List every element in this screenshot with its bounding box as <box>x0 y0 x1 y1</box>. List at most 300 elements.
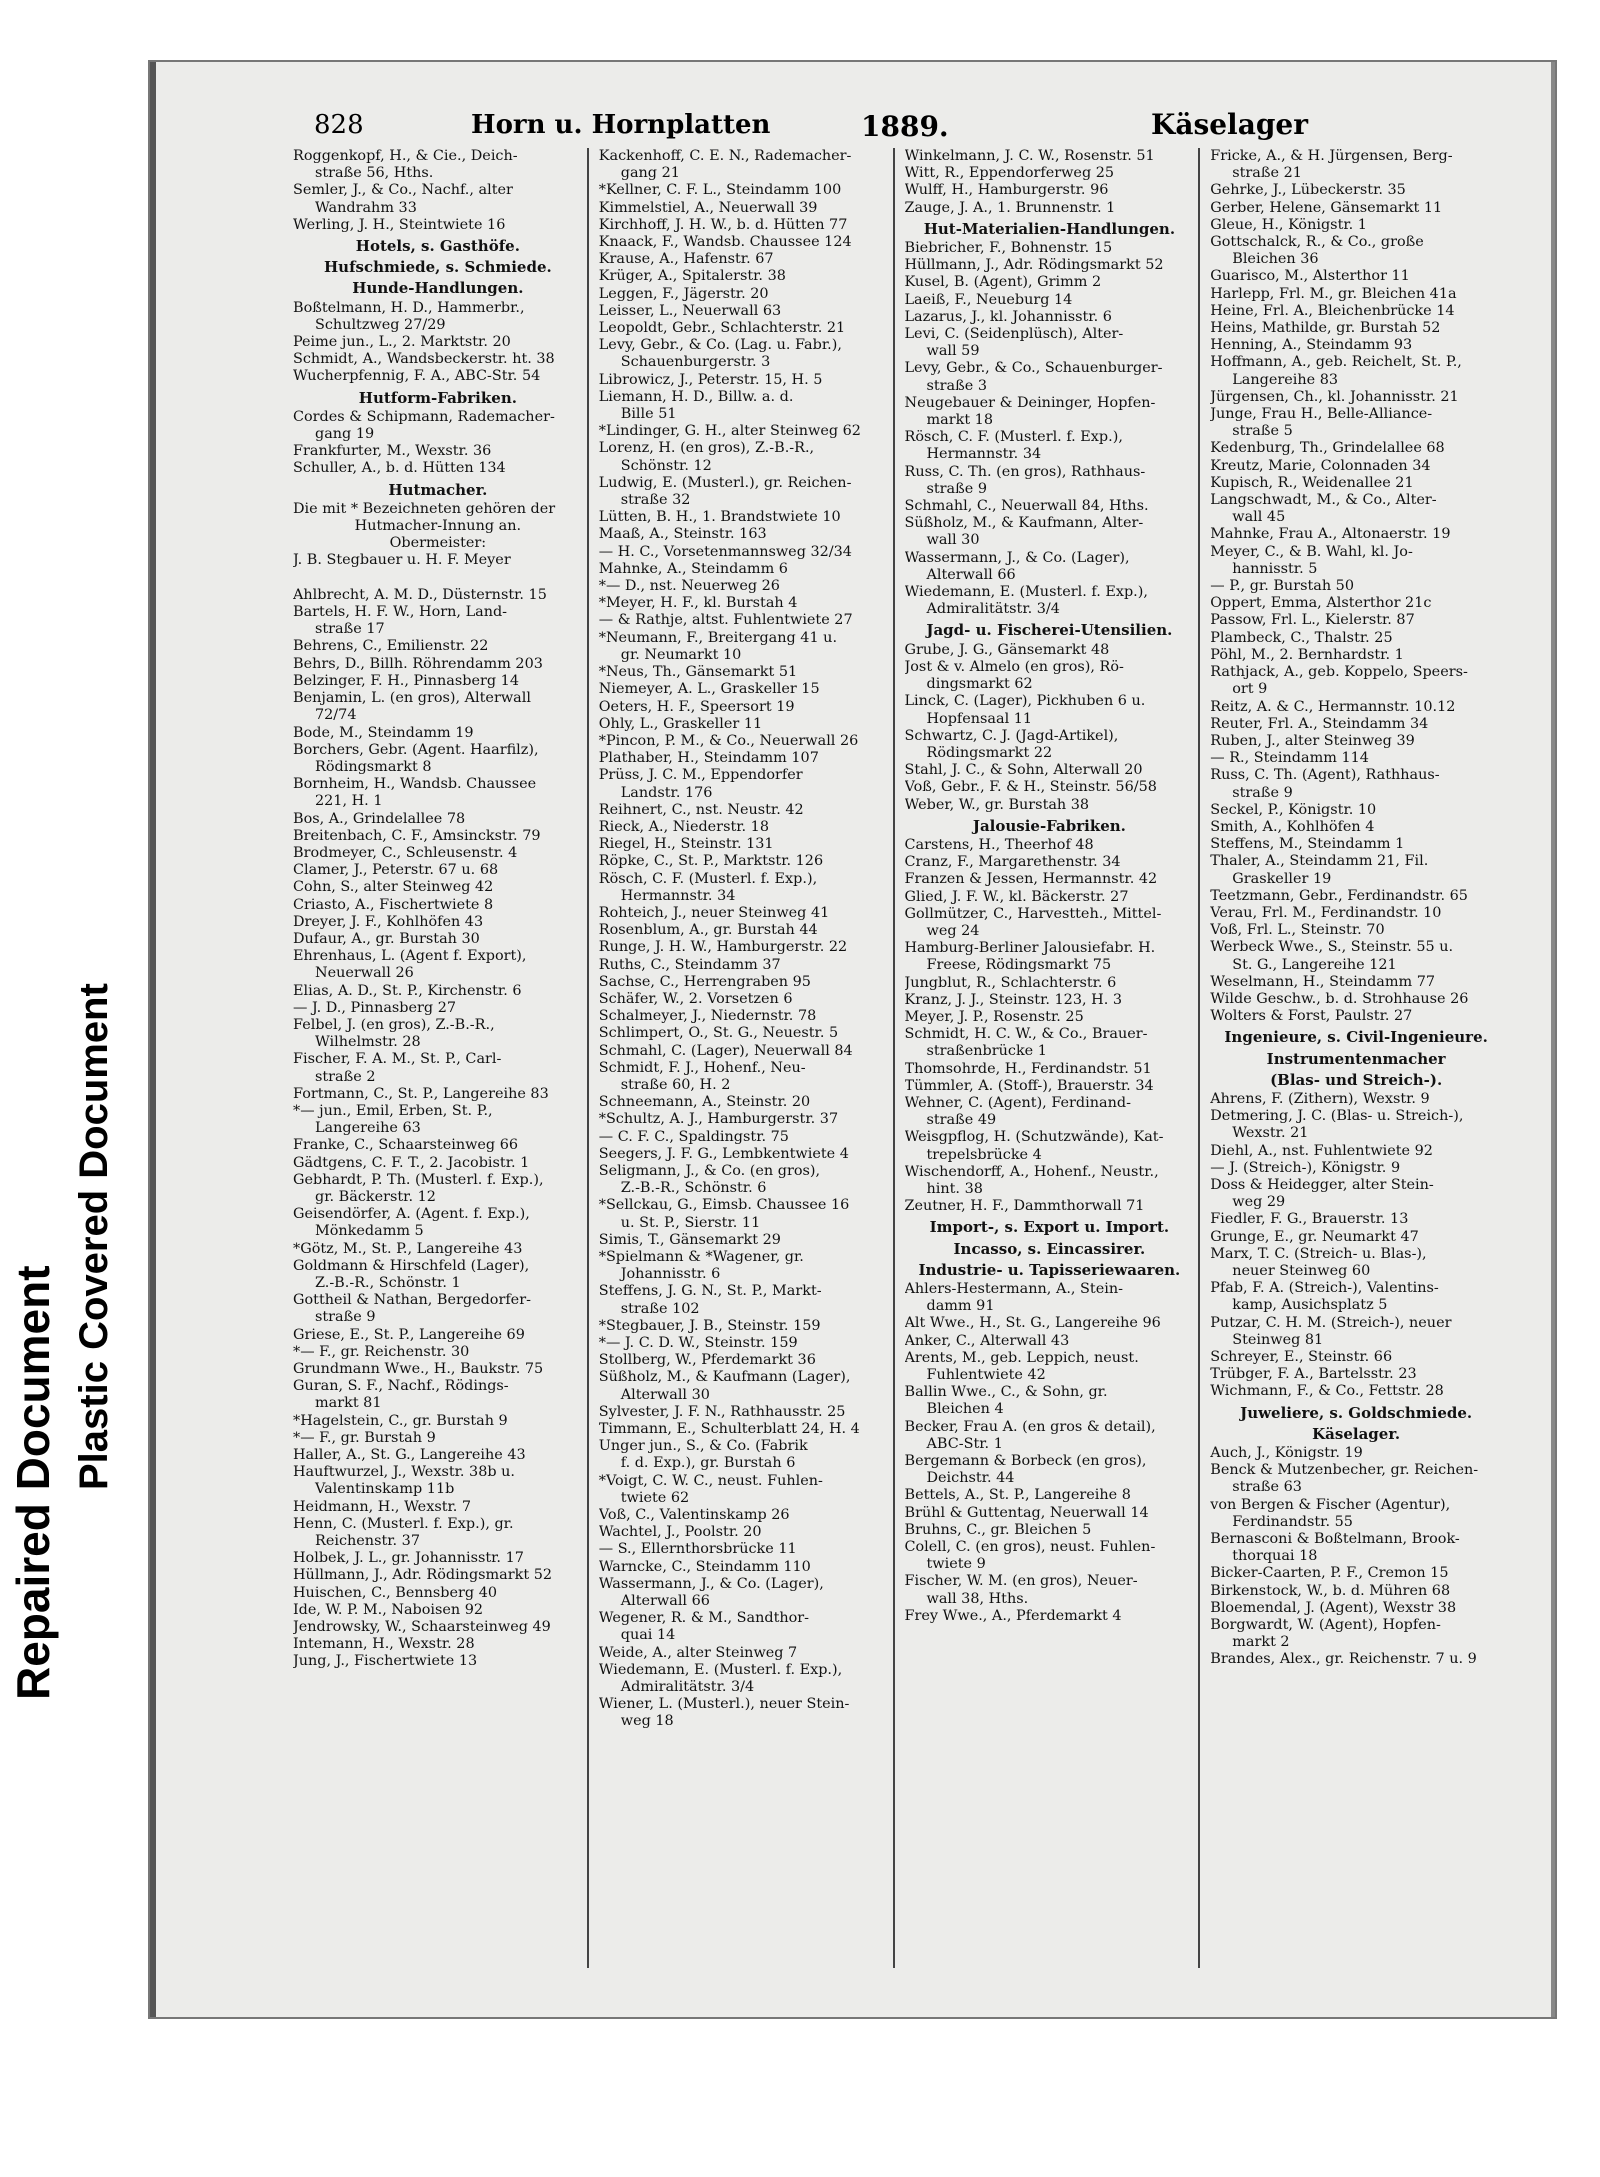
directory-entry-line: Auch, J., Königstr. 19 <box>1210 1445 1363 1462</box>
directory-entry-line: Admiralitätstr. 3/4 <box>926 601 1060 618</box>
directory-entry-line: Mahnke, Frau A., Altonaerstr. 19 <box>1210 526 1451 543</box>
directory-entry-line: Werbeck Wwe., S., Steinstr. 55 u. <box>1210 939 1454 956</box>
directory-entry-line: Timmann, E., Schulterblatt 24, H. 4 <box>598 1421 860 1438</box>
directory-entry-line: Grube, J. G., Gänsemarkt 48 <box>904 641 1110 658</box>
directory-entry-line: — S., Ellernthorsbrücke 11 <box>598 1541 797 1558</box>
directory-entry-line: straße 5 <box>1232 423 1293 440</box>
directory-entry-line: hannisstr. 5 <box>1232 560 1318 577</box>
directory-entry-line: ABC-Str. 1 <box>926 1435 1003 1452</box>
running-head-left: Horn u. Hornplatten <box>471 110 771 140</box>
directory-entry-line: straße 63 <box>1232 1479 1302 1496</box>
directory-entry-line: Guran, S. F., Nachf., Rödings- <box>293 1378 509 1395</box>
directory-entry-line: Teetzmann, Gebr., Ferdinandstr. 65 <box>1210 887 1468 904</box>
directory-entry-line: Peime jun., L., 2. Marktstr. 20 <box>293 334 511 351</box>
directory-entry-line: Bruhns, C., gr. Bleichen 5 <box>904 1521 1092 1538</box>
directory-entry-line: Weber, W., gr. Burstah 38 <box>904 796 1090 813</box>
directory-entry-line: Wachtel, J., Poolstr. 20 <box>598 1524 762 1541</box>
directory-entry-line: Voß, Frl. L., Steinstr. 70 <box>1210 922 1385 939</box>
directory-entry-line: *Schultz, A. J., Hamburgerstr. 37 <box>598 1111 839 1128</box>
directory-entry-line: Schneemann, A., Steinstr. 20 <box>598 1094 811 1111</box>
directory-entry-line: Harlepp, Frl. M., gr. Bleichen 41a <box>1210 285 1457 302</box>
directory-entry-line: von Bergen & Fischer (Agentur), <box>1210 1496 1451 1513</box>
directory-entry-line: Werling, J. H., Steintwiete 16 <box>293 216 506 233</box>
directory-entry-line: Wehner, C. (Agent), Ferdinand- <box>904 1094 1131 1111</box>
section-heading: Juweliere, s. Goldschmiede. <box>1240 1404 1473 1422</box>
directory-entry-line: Bille 51 <box>620 406 677 423</box>
directory-entry-line: — H. C., Vorsetenmannsweg 32/34 <box>598 543 852 560</box>
directory-entry-line: damm 91 <box>926 1298 995 1315</box>
directory-entry-line: *— jun., Emil, Erben, St. P., <box>293 1102 493 1119</box>
directory-entry-line: Bergemann & Borbeck (en gros), <box>904 1453 1147 1470</box>
directory-entry-line: Rathjack, A., geb. Koppelo, Speers- <box>1210 664 1468 681</box>
directory-entry-line: wall 38, Hths. <box>926 1590 1029 1607</box>
directory-entry-line: Thaler, A., Steindamm 21, Fil. <box>1210 853 1429 870</box>
directory-entry-line: Jungblut, R., Schlachterstr. 6 <box>904 974 1117 991</box>
directory-entry-line: Wilhelmstr. 28 <box>315 1034 421 1051</box>
directory-entry-line: Levy, Gebr., & Co. (Lag. u. Fabr.), <box>598 337 842 354</box>
directory-entry-line: straße 102 <box>620 1300 700 1317</box>
directory-entry-line: Benck & Mutzenbecher, gr. Reichen- <box>1210 1462 1479 1479</box>
directory-column-3 <box>903 148 1201 1968</box>
directory-entry-line: Schreyer, E., Steinstr. 66 <box>1210 1349 1393 1366</box>
directory-entry-line: Gottheil & Nathan, Bergedorfer- <box>293 1292 531 1309</box>
directory-entry-line: Bornheim, H., Wandsb. Chaussee <box>293 776 537 793</box>
directory-entry-line: Ide, W. P. M., Naboisen 92 <box>293 1601 484 1618</box>
section-heading: Incasso, s. Eincassirer. <box>953 1240 1146 1258</box>
section-heading: Import-, s. Export u. Import. <box>929 1219 1170 1237</box>
directory-entry-line: straßenbrücke 1 <box>926 1043 1047 1060</box>
directory-entry-line: markt 18 <box>926 412 993 429</box>
directory-entry-line: Oeters, H. F., Speersort 19 <box>598 698 795 715</box>
directory-entry-line: — P., gr. Burstah 50 <box>1210 578 1354 595</box>
directory-entry-line: Behrens, C., Emilienstr. 22 <box>293 638 489 655</box>
directory-entry-line: Gehrke, J., Lübeckerstr. 35 <box>1210 182 1406 199</box>
directory-entry-line: Semler, J., & Co., Nachf., alter <box>293 182 513 199</box>
directory-entry-line: twiete 62 <box>620 1489 690 1506</box>
directory-entry-line: Rosenblum, A., gr. Burstah 44 <box>598 922 818 939</box>
directory-entry-line: Borchers, Gebr. (Agent. Haarfilz), <box>293 741 539 758</box>
directory-entry-line: Ahlers-Hestermann, A., Stein- <box>904 1281 1123 1297</box>
directory-entry-line: Ludwig, E. (Musterl.), gr. Reichen- <box>598 474 852 491</box>
directory-entry-line: Henning, A., Steindamm 93 <box>1210 337 1413 354</box>
section-heading: Käselager. <box>1312 1425 1401 1443</box>
directory-entry-line: Glied, J. F. W., kl. Bäckerstr. 27 <box>904 888 1129 905</box>
directory-entry-line: Rödingsmarkt 8 <box>315 758 432 775</box>
directory-entry-line: Wulff, H., Hamburgerstr. 96 <box>904 182 1109 199</box>
directory-entry-line: Tümmler, A. (Stoff-), Brauerstr. 34 <box>904 1077 1154 1094</box>
directory-entry-line: Steffens, J. G. N., St. P., Markt- <box>598 1283 822 1300</box>
directory-entry-line: Bernasconi & Boßtelmann, Brook- <box>1210 1531 1460 1548</box>
directory-entry-line: — C. F. C., Spaldingstr. 75 <box>598 1128 789 1145</box>
directory-entry-line: Diehl, A., nst. Fuhlentwiete 92 <box>1210 1142 1433 1159</box>
directory-entry-line: Ohly, L., Graskeller 11 <box>598 715 763 732</box>
directory-entry-line: Neuerwall 26 <box>315 965 414 982</box>
directory-entry-line: Voß, C., Valentinskamp 26 <box>598 1507 790 1524</box>
directory-entry-line: Wischendorff, A., Hohenf., Neustr., <box>904 1163 1159 1180</box>
repaired-document-label: Repaired Document <box>7 1265 59 1700</box>
directory-entry-line: gang 21 <box>620 165 680 182</box>
directory-entry-line: Trübger, F. A., Bartelsstr. 23 <box>1210 1366 1417 1383</box>
directory-entry-line: Levy, Gebr., & Co., Schauenburger- <box>904 360 1163 377</box>
section-heading: Ingenieure, s. Civil-Ingenieure. <box>1224 1029 1488 1047</box>
directory-entry-line: gr. Bäckerstr. 12 <box>315 1188 436 1205</box>
directory-entry-line: Grundmann Wwe., H., Baukstr. 75 <box>293 1361 544 1378</box>
directory-entry-line: Marx, T. C. (Streich- u. Blas-), <box>1210 1245 1427 1262</box>
directory-entry-line: Jung, J., Fischertwiete 13 <box>293 1653 478 1670</box>
directory-entry-line: *— D., nst. Neuerweg 26 <box>598 578 780 595</box>
directory-entry-line: — J. (Streich-), Königstr. 9 <box>1210 1159 1401 1176</box>
directory-page <box>150 62 1555 2017</box>
directory-entry-line: Frey Wwe., A., Pferdemarkt 4 <box>904 1607 1122 1624</box>
section-heading: Hutform-Fabriken. <box>358 389 517 407</box>
directory-entry-line: Stollberg, W., Pferdemarkt 36 <box>598 1352 816 1369</box>
directory-entry-line: Meyer, J. P., Rosenstr. 25 <box>904 1008 1084 1025</box>
directory-entry-line: Henn, C. (Musterl. f. Exp.), gr. <box>293 1515 514 1532</box>
directory-entry-line: Gerber, Helene, Gänsemarkt 11 <box>1210 199 1443 216</box>
directory-entry-line: Schuller, A., b. d. Hütten 134 <box>293 460 506 477</box>
directory-entry-line: Smith, A., Kohlhöfen 4 <box>1210 818 1375 835</box>
directory-entry-line: twiete 9 <box>926 1556 986 1573</box>
directory-entry-line: Elias, A. D., St. P., Kirchenstr. 6 <box>293 982 522 999</box>
plastic-covered-document-label: Plastic Covered Document <box>72 983 116 1490</box>
directory-entry-line: Jendrowsky, W., Schaarsteinweg 49 <box>293 1619 551 1636</box>
directory-entry-line: Lazarus, J., kl. Johannisstr. 6 <box>904 308 1112 325</box>
directory-entry-line: Seegers, J. F. G., Lembkentwiete 4 <box>598 1145 849 1162</box>
directory-entry-line: markt 81 <box>315 1395 382 1412</box>
directory-entry-line: Steffens, M., Steindamm 1 <box>1210 836 1405 853</box>
directory-entry-line: Rohteich, J., neuer Steinweg 41 <box>598 904 830 921</box>
directory-entry-line: Oppert, Emma, Alsterthor 21c <box>1210 595 1432 612</box>
directory-entry-line: Gleue, H., Königstr. 1 <box>1210 216 1367 233</box>
section-heading: Jalousie-Fabriken. <box>972 817 1126 835</box>
directory-entry-line: Hermannstr. 34 <box>926 446 1042 463</box>
directory-entry-line: Johannisstr. 6 <box>620 1266 721 1283</box>
directory-entry-line: Obermeister: <box>389 535 487 552</box>
directory-entry-line: Röpke, C., St. P., Marktstr. 126 <box>598 853 824 870</box>
directory-entry-line: *— J. C. D. W., Steinstr. 159 <box>598 1335 798 1352</box>
directory-entry-line: Felbel, J. (en gros), Z.-B.-R., <box>293 1016 495 1033</box>
directory-entry-line: Benjamin, L. (en gros), Alterwall <box>293 690 531 707</box>
directory-entry-line: Kupisch, R., Weidenallee 21 <box>1210 474 1414 491</box>
directory-entry-line: Zeutner, H. F., Dammthorwall 71 <box>904 1198 1145 1215</box>
directory-entry-line: Jost & v. Almelo (en gros), Rö- <box>904 658 1124 675</box>
directory-entry-line: Pfab, F. A. (Streich-), Valentins- <box>1210 1280 1439 1297</box>
directory-entry-line: Brandes, Alex., gr. Reichenstr. 7 u. 9 <box>1210 1651 1477 1668</box>
directory-entry-line: straße 32 <box>620 492 691 509</box>
directory-entry-line: Wiedemann, E. (Musterl. f. Exp.), <box>598 1661 843 1678</box>
directory-entry-line: *Hagelstein, C., gr. Burstah 9 <box>293 1412 508 1429</box>
directory-entry-line: Hopfensaal 11 <box>926 710 1033 727</box>
directory-entry-line: straße 21 <box>1232 165 1302 182</box>
directory-entry-line: Reihnert, C., nst. Neustr. 42 <box>598 801 804 818</box>
directory-entry-line: Bettels, A., St. P., Langereihe 8 <box>904 1487 1131 1504</box>
directory-entry-line: *Pincon, P. M., & Co., Neuerwall 26 <box>598 732 859 749</box>
directory-entry-line: Wexstr. 21 <box>1232 1125 1309 1142</box>
directory-entry-line: Rösch, C. F. (Musterl. f. Exp.), <box>598 870 818 887</box>
directory-entry-line: Die mit * Bezeichneten gehören der <box>293 500 556 517</box>
directory-entry-line: 72/74 <box>315 707 357 724</box>
directory-entry-line: Schultzweg 27/29 <box>315 316 446 333</box>
directory-entry-line: Hutmacher-Innung an. <box>354 518 522 535</box>
directory-entry-line <box>293 570 583 587</box>
directory-entry-line: Plambeck, C., Thalstr. 25 <box>1210 629 1393 646</box>
directory-entry-line: Ahlbrecht, A. M. D., Düsternstr. 15 <box>293 586 547 603</box>
directory-entry-line: Becker, Frau A. (en gros & detail), <box>904 1418 1156 1435</box>
directory-entry-line: Roggenkopf, H., & Cie., Deich- <box>293 148 518 164</box>
side-labels <box>0 0 160 2177</box>
directory-entry-line: quai 14 <box>620 1627 676 1644</box>
directory-entry-line: *Neumann, F., Breitergang 41 u. <box>598 629 838 646</box>
directory-entry-line: thorquai 18 <box>1232 1548 1318 1565</box>
directory-entry-line: Niemeyer, A. L., Graskeller 15 <box>598 681 820 698</box>
directory-entry-line: St. G., Langereihe 121 <box>1232 956 1397 973</box>
directory-entry-line: Reichenstr. 37 <box>315 1533 420 1550</box>
directory-entry-line: Hüllmann, J., Adr. Rödingsmarkt 52 <box>293 1567 553 1584</box>
directory-entry-line: Ruben, J., alter Steinweg 39 <box>1210 732 1415 749</box>
directory-entry-line: Frankfurter, M., Wexstr. 36 <box>293 443 492 460</box>
section-heading: Instrumentenmacher <box>1266 1050 1446 1068</box>
directory-entry-line: Neugebauer & Deininger, Hopfen- <box>904 394 1156 411</box>
directory-entry-line: Ruths, C., Steindamm 37 <box>598 956 781 973</box>
directory-entry-line: gang 19 <box>315 426 375 443</box>
directory-entry-line: Levi, C. (Seidenplüsch), Alter- <box>904 326 1124 343</box>
directory-entry-line: Laeiß, F., Neueburg 14 <box>904 291 1073 308</box>
directory-entry-line: dingsmarkt 62 <box>926 676 1033 693</box>
directory-entry-line: Alt Wwe., H., St. G., Langereihe 96 <box>904 1315 1161 1332</box>
directory-entry-line: Criasto, A., Fischertwiete 8 <box>293 896 494 913</box>
directory-entry-line: Verau, Frl. M., Ferdinandstr. 10 <box>1210 904 1442 921</box>
directory-entry-line: Holbek, J. L., gr. Johannisstr. 17 <box>293 1550 524 1567</box>
directory-entry-line: Clamer, J., Peterstr. 67 u. 68 <box>293 862 499 879</box>
directory-entry-line: Z.-B.-R., Schönstr. 6 <box>620 1180 767 1197</box>
directory-entry-line: Grunge, E., gr. Neumarkt 47 <box>1210 1228 1419 1245</box>
directory-entry-line: *Voigt, C. W. C., neust. Fuhlen- <box>598 1472 823 1489</box>
directory-entry-line: Süßholz, M., & Kaufmann (Lager), <box>598 1369 851 1386</box>
directory-entry-line: kamp, Ausichsplatz 5 <box>1232 1297 1388 1314</box>
directory-entry-line: weg 29 <box>1232 1194 1286 1211</box>
directory-entry-line: Haller, A., St. G., Langereihe 43 <box>293 1447 526 1464</box>
directory-entry-line: Bloemendal, J. (Agent), Wexstr 38 <box>1210 1599 1457 1616</box>
directory-entry-line: Heidmann, H., Wexstr. 7 <box>293 1498 472 1515</box>
directory-entry-line: straße 3 <box>926 377 987 394</box>
directory-entry-line: Passow, Frl. L., Kielerstr. 87 <box>1210 612 1415 629</box>
directory-entry-line: Fuhlentwiete 42 <box>926 1367 1046 1384</box>
directory-entry-line: Gädtgens, C. F. T., 2. Jacobistr. 1 <box>293 1154 530 1171</box>
directory-entry-line: wall 45 <box>1232 509 1286 526</box>
directory-entry-line: Putzar, C. H. M. (Streich-), neuer <box>1210 1314 1452 1331</box>
directory-entry-line: wall 30 <box>926 532 980 549</box>
directory-entry-line: Wassermann, J., & Co. (Lager), <box>598 1575 824 1592</box>
section-heading: Jagd- u. Fischerei-Utensilien. <box>926 622 1173 640</box>
directory-entry-line: Lorenz, H. (en gros), Z.-B.-R., <box>598 440 815 457</box>
directory-entry-line: Bicker-Caarten, P. F., Cremon 15 <box>1210 1565 1449 1582</box>
directory-entry-line: Rödingsmarkt 22 <box>926 744 1053 761</box>
directory-entry-line: Schalmeyer, J., Niedernstr. 78 <box>598 1008 817 1025</box>
directory-entry-line: Guarisco, M., Alsterthor 11 <box>1210 268 1410 285</box>
directory-entry-line: *Sellckau, G., Eimsb. Chaussee 16 <box>598 1197 850 1214</box>
directory-entry-line: Ferdinandstr. 55 <box>1232 1513 1353 1530</box>
directory-column-1 <box>291 148 589 1968</box>
directory-entry-line: gr. Neumarkt 10 <box>620 646 742 663</box>
directory-entry-line: Stahl, J. C., & Sohn, Alterwall 20 <box>904 762 1143 779</box>
directory-entry-line: Dufaur, A., gr. Burstah 30 <box>293 930 480 947</box>
directory-entry-line: Krause, A., Hafenstr. 67 <box>598 251 774 268</box>
directory-entry-line: Pöhl, M., 2. Bernhardstr. 1 <box>1210 646 1404 663</box>
directory-entry-line: Colell, C. (en gros), neust. Fuhlen- <box>904 1539 1156 1556</box>
directory-entry-line: — J. D., Pinnasberg 27 <box>293 999 457 1016</box>
directory-entry-line: Steinweg 81 <box>1232 1331 1324 1348</box>
directory-entry-line: Unger jun., S., & Co. (Fabrik <box>598 1438 808 1455</box>
page-header <box>156 62 1551 147</box>
directory-entry-line: *— F., gr. Reichenstr. 30 <box>293 1343 470 1360</box>
directory-entry-line: Prüss, J. C. M., Eppendorfer <box>598 767 803 784</box>
directory-entry-line: trepelsbrücke 4 <box>926 1146 1042 1163</box>
directory-entry-line: Gottschalck, R., & Co., große <box>1210 234 1424 251</box>
directory-entry-line: Schmidt, H. C. W., & Co., Brauer- <box>904 1026 1148 1043</box>
directory-entry-line: Brodmeyer, C., Schleusenstr. 4 <box>293 844 518 861</box>
directory-entry-line: Sachse, C., Herrengraben 95 <box>598 973 811 990</box>
directory-entry-line: straße 17 <box>315 621 385 638</box>
directory-entry-line: 221, H. 1 <box>315 793 383 810</box>
directory-entry-line: Russ, C. Th. (en gros), Rathhaus- <box>904 463 1146 480</box>
directory-entry-line: Belzinger, F. H., Pinnasberg 14 <box>293 672 519 689</box>
directory-entry-line: Seckel, P., Königstr. 10 <box>1210 801 1377 818</box>
directory-entry-line: Leggen, F., Jägerstr. 20 <box>598 285 769 302</box>
directory-entry-line: Weselmann, H., Steindamm 77 <box>1210 973 1436 990</box>
directory-entry-line: Breitenbach, C. F., Amsinckstr. 79 <box>293 827 541 844</box>
directory-entry-line: Knaack, F., Wandsb. Chaussee 124 <box>598 234 852 251</box>
directory-entry-line: Fiedler, F. G., Brauerstr. 13 <box>1210 1211 1409 1228</box>
directory-entry-line: straße 9 <box>315 1309 376 1326</box>
directory-entry-line: Fischer, F. A. M., St. P., Carl- <box>293 1051 502 1068</box>
directory-entry-line: Heine, Frl. A., Bleichenbrücke 14 <box>1210 302 1455 319</box>
running-head-right: Käselager <box>1151 108 1308 141</box>
directory-entry-line: Kranz, J. J., Steinstr. 123, H. 3 <box>904 991 1122 1008</box>
page-year: 1889. <box>861 110 949 143</box>
directory-entry-line: Reuter, Frl. A., Steindamm 34 <box>1210 715 1429 732</box>
directory-entry-line: Dreyer, J. F., Kohlhöfen 43 <box>293 913 484 930</box>
directory-entry-line: Sylvester, J. F. N., Rathhausstr. 25 <box>598 1403 846 1420</box>
directory-entry-line: Weisgpflog, H. (Schutzwände), Kat- <box>904 1129 1164 1146</box>
directory-entry-line: Boßtelmann, H. D., Hammerbr., <box>293 299 525 316</box>
directory-entry-line: Simis, T., Gänsemarkt 29 <box>598 1231 781 1248</box>
directory-entry-line: Bleichen 36 <box>1232 251 1319 268</box>
directory-entry-line: Wiener, L. (Musterl.), neuer Stein- <box>598 1696 850 1713</box>
directory-entry-line: Intemann, H., Wexstr. 28 <box>293 1636 475 1653</box>
directory-entry-line: Jürgensen, Ch., kl. Johannisstr. 21 <box>1210 388 1459 405</box>
directory-entry-line: Weide, A., alter Steinweg 7 <box>598 1644 798 1661</box>
directory-entry-line: Wolters & Forst, Paulstr. 27 <box>1210 1008 1413 1025</box>
directory-entry-line: weg 24 <box>926 922 980 939</box>
directory-entry-line: straße 56, Hths. <box>315 165 434 182</box>
directory-entry-line: Winkelmann, J. C. W., Rosenstr. 51 <box>904 148 1155 164</box>
directory-entry-line: *Stegbauer, J. B., Steinstr. 159 <box>598 1317 821 1334</box>
directory-entry-line: *Kellner, C. F. L., Steindamm 100 <box>598 182 842 199</box>
directory-entry-line: Cordes & Schipmann, Rademacher- <box>293 408 555 425</box>
directory-entry-line: Franzen & Jessen, Hermannstr. 42 <box>904 871 1158 888</box>
directory-entry-line: Librowicz, J., Peterstr. 15, H. 5 <box>598 371 823 388</box>
directory-entry-line: Langereihe 83 <box>1232 371 1339 388</box>
directory-entry-line: Krüger, A., Spitalerstr. 38 <box>598 268 786 285</box>
directory-entry-line: Süßholz, M., & Kaufmann, Alter- <box>904 515 1144 532</box>
directory-entry-line: Landstr. 176 <box>620 784 713 801</box>
directory-entry-line: Alterwall 66 <box>926 566 1016 583</box>
directory-entry-line: Schönstr. 12 <box>620 457 712 474</box>
directory-entry-line: Hüllmann, J., Adr. Rödingsmarkt 52 <box>904 257 1164 274</box>
directory-entry-line: Gebhardt, P. Th. (Musterl. f. Exp.), <box>293 1171 544 1188</box>
section-heading: Hutmacher. <box>388 481 488 499</box>
directory-entry-line: — R., Steindamm 114 <box>1210 750 1369 767</box>
directory-entry-line: markt 2 <box>1232 1634 1290 1651</box>
directory-entry-line: straße 9 <box>1232 784 1293 801</box>
directory-entry-line: Schauenburgerstr. 3 <box>620 354 771 371</box>
directory-entry-line: Schmahl, C., Neuerwall 84, Hths. <box>904 498 1149 515</box>
directory-entry-line: Bode, M., Steindamm 19 <box>293 724 474 741</box>
directory-entry-line: Behrs, D., Billh. Röhrendamm 203 <box>293 655 543 672</box>
directory-entry-line: Hauftwurzel, J., Wexstr. 38b u. <box>293 1464 515 1481</box>
directory-entry-line: Fischer, W. M. (en gros), Neuer- <box>904 1573 1138 1590</box>
directory-entry-line: Valentinskamp 11b <box>315 1481 455 1498</box>
directory-entry-line: Wiedemann, E. (Musterl. f. Exp.), <box>904 584 1148 601</box>
directory-entry-line: Reitz, A. & C., Hermannstr. 10.12 <box>1210 698 1456 715</box>
directory-entry-line: Carstens, H., Theerhof 48 <box>904 836 1094 853</box>
directory-entry-line: *Spielmann & *Wagener, gr. <box>598 1249 804 1265</box>
section-heading: Industrie- u. Tapisseriewaaren. <box>918 1261 1181 1279</box>
directory-entry-line: Ahrens, F. (Zithern), Wexstr. 9 <box>1210 1090 1430 1107</box>
directory-entry-line: hint. 38 <box>926 1180 983 1197</box>
directory-entry-line: Schmahl, C. (Lager), Neuerwall 84 <box>598 1042 853 1059</box>
directory-entry-line: Runge, J. H. W., Hamburgerstr. 22 <box>598 939 848 956</box>
directory-entry-line: Ballin Wwe., C., & Sohn, gr. <box>904 1384 1108 1401</box>
directory-entry-line: Wegener, R. & M., Sandthor- <box>598 1610 810 1627</box>
directory-entry-line: Cohn, S., alter Steinweg 42 <box>293 879 494 896</box>
directory-entry-line: Kirchhoff, J. H. W., b. d. Hütten 77 <box>598 216 848 233</box>
directory-entry-line: Detmering, J. C. (Blas- u. Streich-), <box>1210 1108 1464 1125</box>
directory-entry-line: Cranz, F., Margarethenstr. 34 <box>904 854 1121 871</box>
section-heading: Hufschmiede, s. Schmiede. <box>324 259 552 277</box>
directory-entry-line: Junge, Frau H., Belle-Alliance- <box>1210 406 1433 423</box>
directory-entry-line: Hermannstr. 34 <box>620 887 736 904</box>
directory-entry-line: Langereihe 63 <box>315 1120 421 1137</box>
directory-entry-line: Gollmützer, C., Harvestteh., Mittel- <box>904 905 1162 922</box>
directory-entry-line: Hoffmann, A., geb. Reichelt, St. P., <box>1210 354 1462 371</box>
directory-entry-line: Heins, Mathilde, gr. Burstah 52 <box>1210 320 1441 337</box>
directory-entry-line: Wucherpfennig, F. A., ABC-Str. 54 <box>293 368 541 385</box>
directory-entry-line: Doss & Heidegger, alter Stein- <box>1210 1176 1434 1193</box>
directory-entry-line: Wandrahm 33 <box>315 199 417 216</box>
directory-entry-line: Schwartz, C. J. (Jagd-Artikel), <box>904 727 1119 744</box>
directory-entry-line: Hamburg-Berliner Jalousiefabr. H. <box>904 940 1156 957</box>
directory-entry-line: Rieck, A., Niederstr. 18 <box>598 818 769 835</box>
directory-entry-line: Huischen, C., Bennsberg 40 <box>293 1584 498 1601</box>
directory-entry-line: straße 9 <box>926 480 987 497</box>
directory-entry-line: Leopoldt, Gebr., Schlachterstr. 21 <box>598 320 846 337</box>
directory-entry-line: *— F., gr. Burstah 9 <box>293 1429 436 1446</box>
directory-entry-line: Brühl & Guttentag, Neuerwall 14 <box>904 1504 1149 1521</box>
directory-entry-line: Griese, E., St. P., Langereihe 69 <box>293 1326 525 1343</box>
section-heading: Hunde-Handlungen. <box>352 280 524 298</box>
directory-entry-line: *Lindinger, G. H., alter Steinweg 62 <box>598 423 861 440</box>
directory-entry-line: *Götz, M., St. P., Langereihe 43 <box>293 1240 523 1257</box>
directory-entry-line: Bos, A., Grindelallee 78 <box>293 810 466 827</box>
directory-entry-line: neuer Steinweg 60 <box>1232 1263 1371 1279</box>
directory-entry-line: f. d. Exp.), gr. Burstah 6 <box>620 1455 796 1472</box>
directory-entry-line: Mönkedamm 5 <box>315 1223 424 1240</box>
directory-entry-line: Kedenburg, Th., Grindelallee 68 <box>1210 440 1445 457</box>
section-heading: Hut-Materialien-Handlungen. <box>923 220 1176 238</box>
directory-entry-line: Freese, Rödingsmarkt 75 <box>926 957 1112 974</box>
directory-entry-line: Kackenhoff, C. E. N., Rademacher- <box>598 148 852 164</box>
